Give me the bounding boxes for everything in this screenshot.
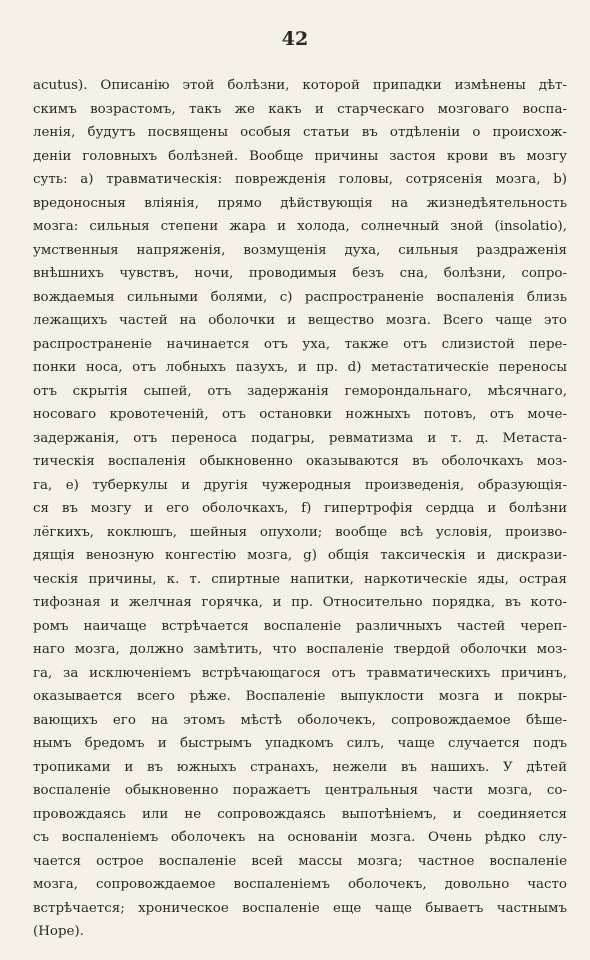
text-line: умственныя напряженія, возмущенія духа, сильныя раздраженія xyxy=(33,242,567,258)
text-line: мозга, сопровождаемое воспаленіемъ оболочекъ, довольно часто xyxy=(33,877,567,892)
body-text xyxy=(33,74,567,944)
text-line: вредоносныя вліянія, прямо дѣйствующія на жизнедѣятельность xyxy=(33,195,567,211)
text-line: вождаемыя сильными болями, c) распространеніе воспаленія близь xyxy=(33,289,567,305)
text-line: распространеніе начинается отъ уха, также отъ слизистой пере- xyxy=(33,336,567,352)
text-line: провождаясь или не сопровождаясь выпотѣніемъ, и соединяется xyxy=(33,806,567,822)
text-line: встрѣчается; хроническое воспаленіе еще чаще бываетъ частнымъ xyxy=(33,900,567,916)
page-number: 42 xyxy=(281,28,309,50)
text-line: носоваго кровотеченій, отъ остановки ножныхъ потовъ, отъ моче- xyxy=(33,407,567,422)
text-line: дящія венозную конгестію мозга, g) общія таксическія и дискрази- xyxy=(33,548,567,563)
text-line: га, e) туберкулы и другія чужеродныя произведенія, образующія- xyxy=(33,477,567,493)
text-line: ленія, будутъ посвящены особыя статьи въ отдѣленіи о происхож- xyxy=(33,125,567,140)
text-line: суть: а) травматическія: поврежденія головы, сотрясенія мозга, b) xyxy=(33,172,567,187)
text-line: деніи головныхъ болѣзней. Вообще причины застоя крови въ мозгу xyxy=(33,148,567,164)
text-line: скимъ возрастомъ, такъ же какъ и старческаго мозговаго воспа- xyxy=(33,101,567,117)
text-line: ромъ наичаще встрѣчается воспаленіе различныхъ частей череп- xyxy=(33,618,567,634)
text-line: acutus). Описанію этой болѣзни, которой припадки измѣнены дѣт- xyxy=(33,78,567,93)
text-line: га, за исключеніемъ встрѣчающагося отъ травматическихъ причинъ, xyxy=(33,665,567,681)
text-line: нымъ бредомъ и быстрымъ упадкомъ силъ, чаще случается подъ xyxy=(33,736,567,751)
text-line: задержанія, отъ переноса подагры, ревматизма и т. д. Метаста- xyxy=(33,430,567,446)
text-line: лёгкихъ, коклюшъ, шейныя опухоли; вообще всѣ условія, произво- xyxy=(33,524,567,540)
text-line: тифозная и желчная горячка, и пр. Относительно порядка, въ кото- xyxy=(33,595,567,610)
text-line: воспаленіе обыкновенно поражаетъ центральныя части мозга, со- xyxy=(33,783,567,798)
text-line: чается острое воспаленіе всей массы мозга; частное воспаленіе xyxy=(33,853,567,869)
text-line: (Hope). xyxy=(33,924,84,939)
text-line: лежащихъ частей на оболочки и вещество мозга. Всего чаще это xyxy=(33,313,567,328)
text-line: тическія воспаленія обыкновенно оказываются въ оболочкахъ моз- xyxy=(33,454,567,469)
text-line: съ воспаленіемъ оболочекъ на основаніи мозга. Очень рѣдко слу- xyxy=(33,830,567,845)
text-line: наго мозга, должно замѣтить, что воспаленіе твердой оболочки моз- xyxy=(33,642,567,657)
text-line: внѣшнихъ чувствъ, ночи, проводимыя безъ сна, болѣзни, сопро- xyxy=(33,266,567,281)
text-line: тропиками и въ южныхъ странахъ, нежели въ нашихъ. У дѣтей xyxy=(33,759,567,775)
text-line: мозга: сильныя степени жара и холода, солнечный зной (insolatio), xyxy=(33,219,567,234)
text-line: ческія причины, к. т. спиртные напитки, наркотическіе яды, острая xyxy=(33,571,567,587)
text-line: понки носа, отъ лобныхъ пазухъ, и пр. d) метастатическіе переносы xyxy=(33,360,567,375)
text-line: ся въ мозгу и его оболочкахъ, f) гипертрофія сердца и болѣзни xyxy=(33,501,567,516)
text-line: отъ скрытія сыпей, отъ задержанія геморондальнаго, мѣсячнаго, xyxy=(33,383,567,399)
text-line: оказывается всего рѣже. Воспаленіе выпуклости мозга и покры- xyxy=(33,689,567,704)
text-line: вающихъ его на этомъ мѣстѣ оболочекъ, сопровождаемое бѣше- xyxy=(33,712,567,728)
